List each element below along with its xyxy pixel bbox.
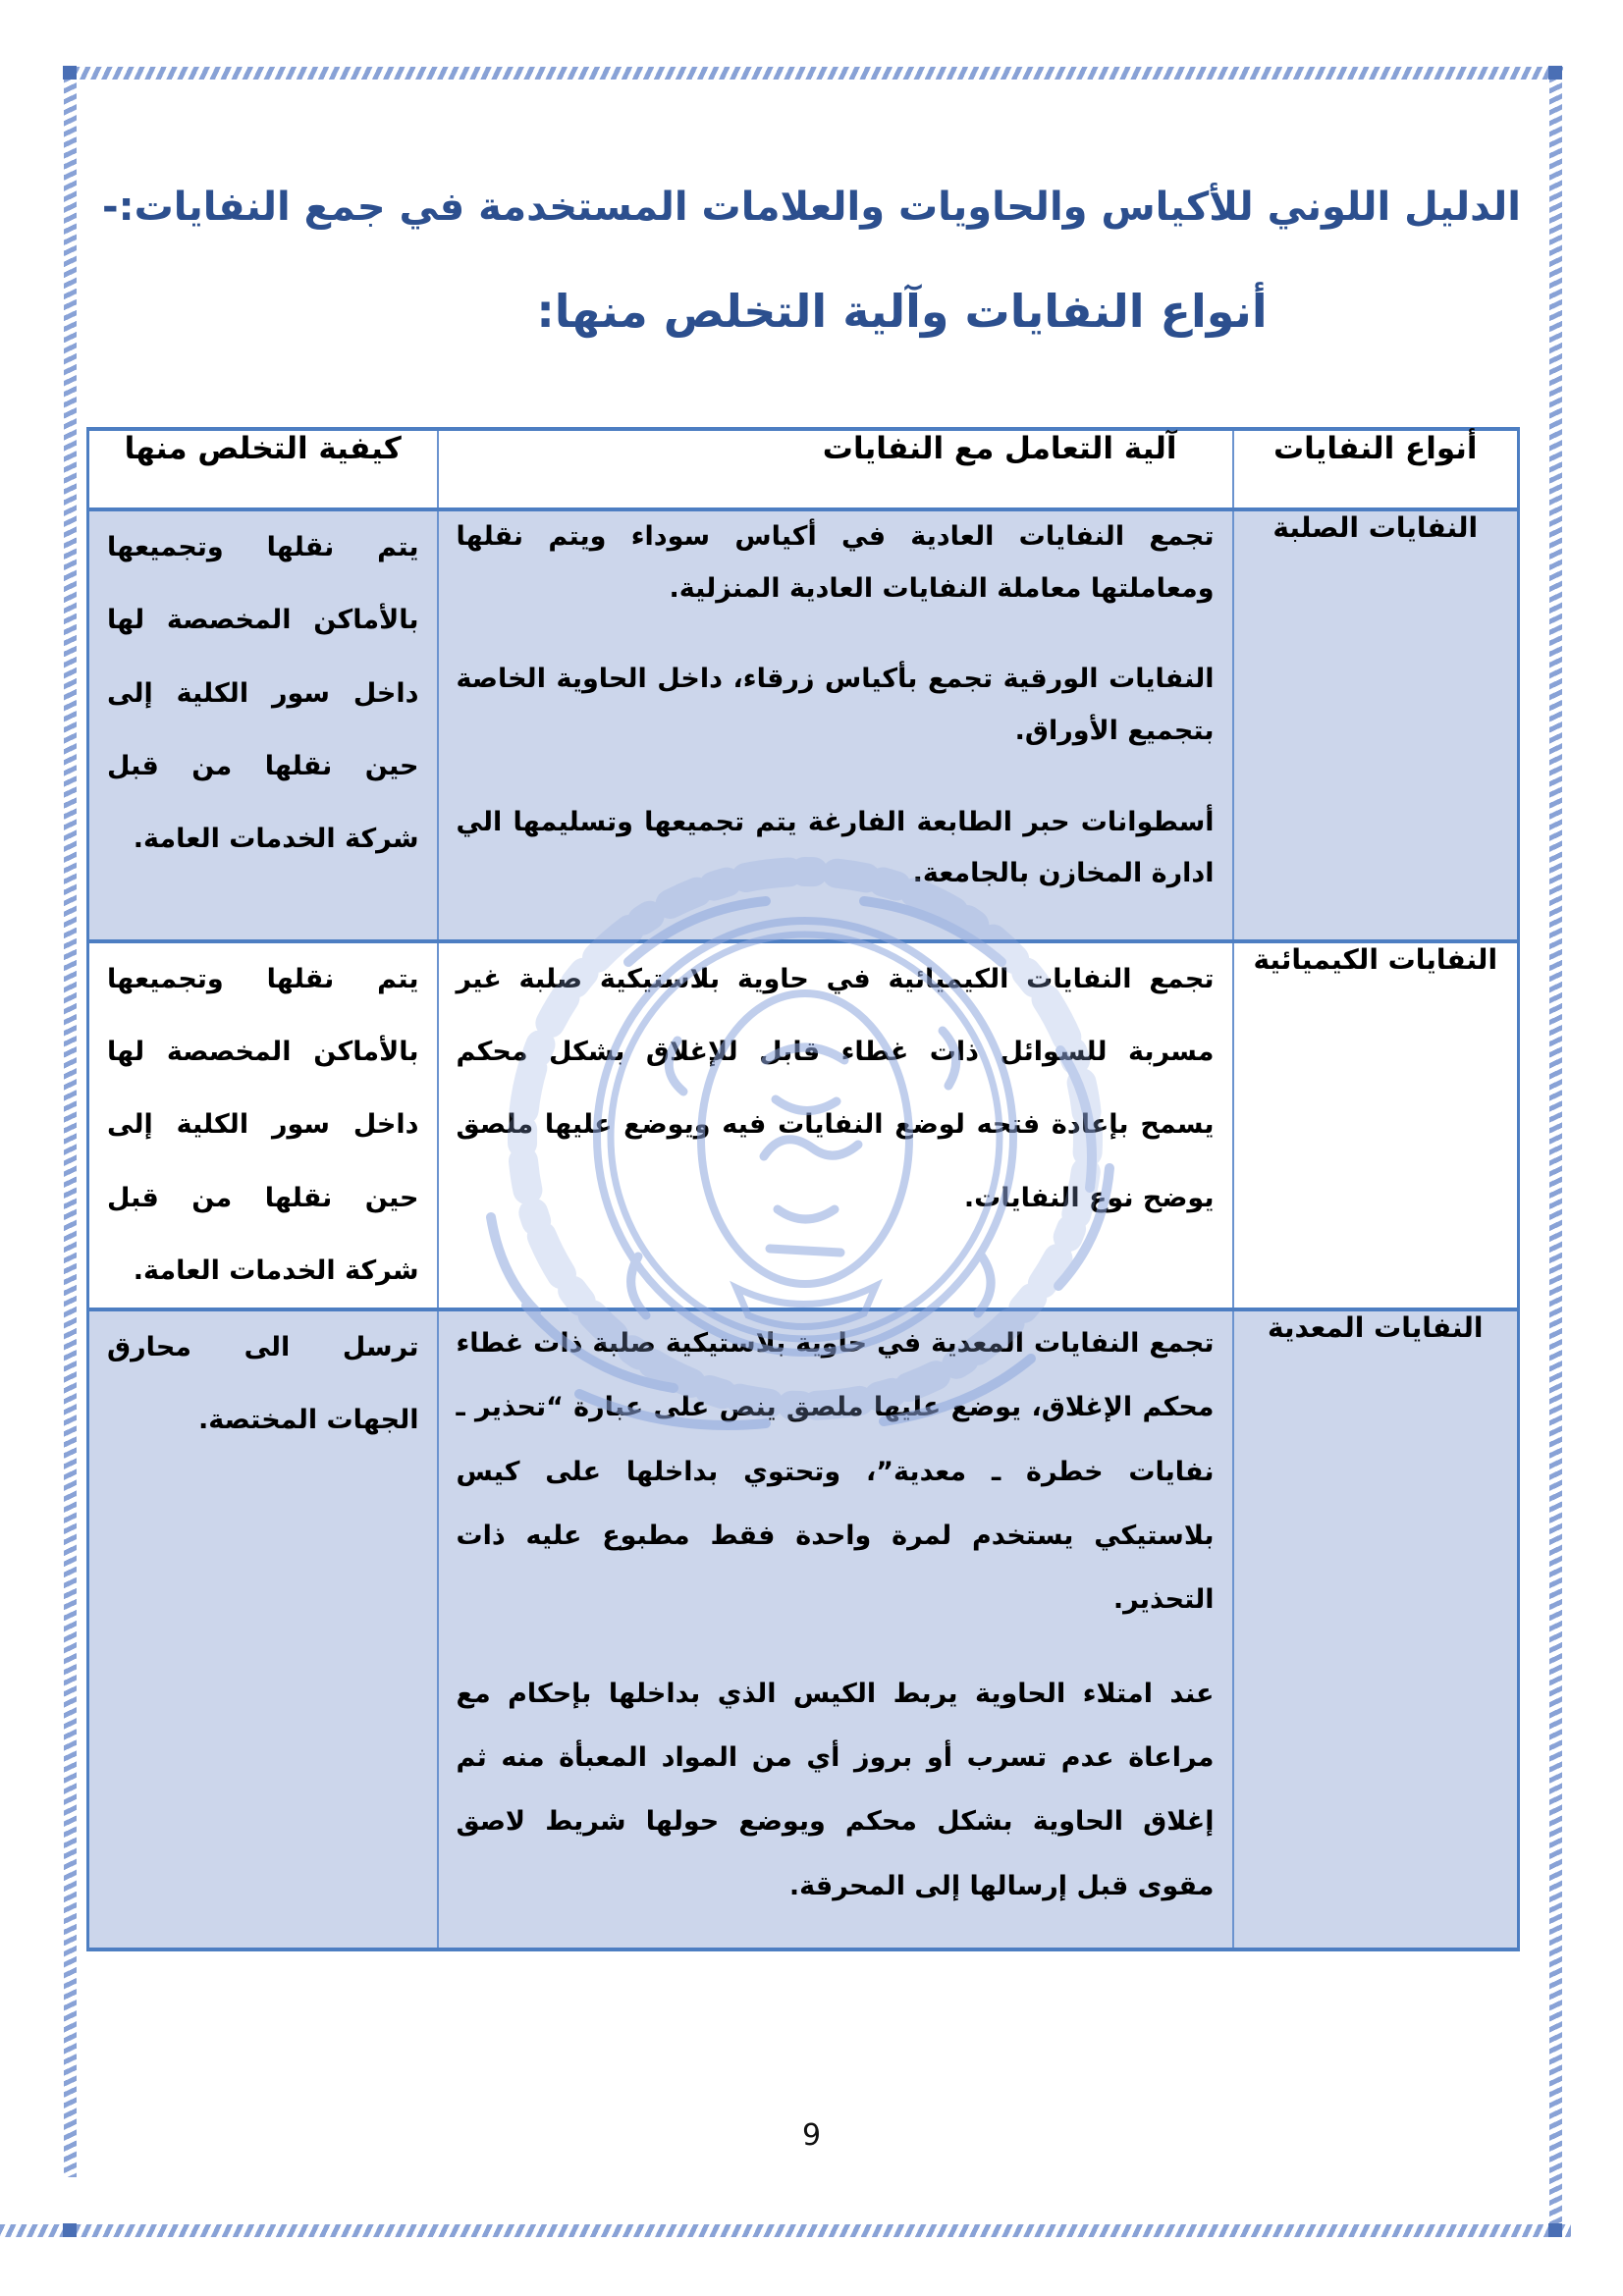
handling-text: [438, 509, 1233, 941]
table-row-solid-waste: [88, 509, 1519, 941]
page-border-corner: [1548, 2223, 1562, 2237]
waste-type-label: النفايات المعدية: [1233, 1309, 1519, 1949]
handling-paragraph: عند امتلاء الحاوية يربط الكيس الذي بداخلها بإحكام مع مراعاة عدم تسرب أو بروز أي من المواد المعبأة منه ثم إغلاق الحاوية بشكل محكم ويوضع حولها شريط لاصق مقوى قبل إرسالها إلى المحرقة.: [456, 1678, 1215, 1901]
disposal-text: يتم نقلها وتجميعها بالأماكن المخصصة لها داخل سور الكلية إلى حين نقلها من قبل شركة الخدمات العامة.: [88, 941, 438, 1309]
handling-paragraph: أسطوانات حبر الطابعة الفارغة يتم تجميعها وتسليمها الي ادارة المخازن بالجامعة.: [456, 806, 1215, 889]
waste-types-table: [86, 427, 1520, 1951]
page-border-top: [64, 67, 1563, 80]
page-number: 9: [801, 2118, 822, 2153]
page-border-right: [1549, 67, 1562, 2237]
disposal-text: ترسل الى محارق الجهات المختصة.: [88, 1309, 438, 1949]
page-subtitle: أنواع النفايات وآلية التخلص منها:: [536, 285, 1268, 338]
table-row-infectious-waste: [88, 1309, 1519, 1949]
header-handling-mechanism: آلية التعامل مع النفايات: [438, 429, 1233, 509]
page-border-left: [64, 67, 77, 2177]
handling-paragraph: تجمع النفايات الكيميائية في حاوية بلاستيكية صلبة غير مسربة للسوائل ذات غطاء قابل للإغلاق بشكل محكم يسمح بإعادة فتحه لوضع النفايات فيه ويوضع عليها ملصق يوضح نوع النفايات.: [456, 963, 1215, 1213]
disposal-text: يتم نقلها وتجميعها بالأماكن المخصصة لها داخل سور الكلية إلى حين نقلها من قبل شركة الخدمات العامة.: [88, 509, 438, 941]
handling-paragraph: تجمع النفايات العادية في أكياس سوداء ويتم نقلها ومعاملتها معاملة النفايات العادية المنزلية.: [456, 521, 1215, 604]
handling-paragraph: النفايات الورقية تجمع بأكياس زرقاء، داخل الحاوية الخاصة بتجميع الأوراق.: [456, 664, 1215, 746]
page-border-corner: [63, 66, 77, 80]
handling-text: [438, 1309, 1233, 1949]
table-row-chemical-waste: [88, 941, 1519, 1309]
page-border-corner: [1548, 66, 1562, 80]
handling-text: [438, 941, 1233, 1309]
header-waste-types: أنواع النفايات: [1233, 429, 1519, 509]
handling-paragraph: تجمع النفايات المعدية في حاوية بلاستيكية صلبة ذات غطاء محكم الإغلاق، يوضع عليها ملصق ينص على عبارة “تحذير ـ نفايات خطرة ـ معدية”، وتحتوي بداخلها على كيس بلاستيكي يستخدم لمرة واحدة فقط مطبوع عليه ذات التحذير.: [456, 1328, 1215, 1616]
page-title: الدليل اللوني للأكياس والحاويات والعلامات المستخدمة في جمع النفايات:-: [101, 185, 1522, 230]
waste-type-label: النفايات الكيميائية: [1233, 941, 1519, 1309]
page-border-corner: [63, 2223, 77, 2237]
page-border-bottom: [0, 2224, 1571, 2237]
header-disposal-method: كيفية التخلص منها: [88, 429, 438, 509]
table-header-row: [88, 429, 1519, 509]
waste-type-label: النفايات الصلبة: [1233, 509, 1519, 941]
